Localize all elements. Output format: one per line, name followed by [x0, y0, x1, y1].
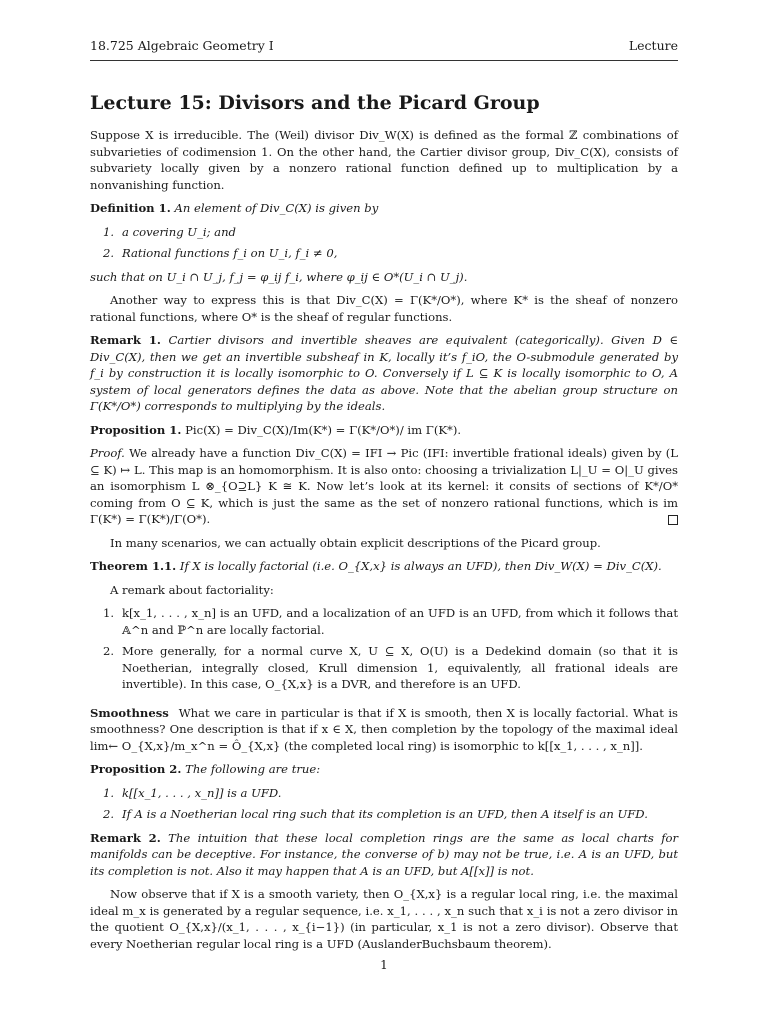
proof-block — [90, 445, 678, 528]
course-title: 18.725 Algebraic Geometry I — [90, 38, 274, 53]
final-paragraph: Now observe that if X is a smooth variety, then O_{X,x} is a regular local ring, i.e. the maximal ideal m_x is generated by a regular sequence, i.e. x_1, . . . , x_n such that x_i is not a zero divisor in the quotient O_{X,x}/(x_1, . . . , x_{i−1}) (in particular, x_1 is not a zero divisor). Observe that every Noetherian regular local ring is a UFD (AuslanderBuchsbaum theorem). — [90, 887, 678, 951]
smoothness-text: What we care in particular is that if X is smooth, then X is locally factorial. What is smoothness? One description is that if x ∈ X, then completion by the topology of the maximal ideal lim← O_{X,x}/m_x^n = Ô_{X,x} (the completed local ring) is isomorphic to k[[x_1, . . . , x_n]]. — [90, 705, 678, 753]
theorem-block — [90, 558, 678, 575]
remark-2-text: The intuition that these local completion rings are the same as local charts for manifolds can be deceptive. For instance, the converse of b) may not be true, i.e. A is an UFD, but its completion is not. Also it may happen that A is an UFD, but A[[x]] is not. — [90, 830, 679, 878]
running-header — [90, 38, 678, 61]
factoriality-intro: A remark about factoriality: — [110, 582, 274, 597]
remark-2-label: Remark 2. — [90, 830, 161, 845]
list-item: 1. k[[x_1, . . . , x_n]] is a UFD. — [102, 785, 282, 800]
proposition-2-label: Proposition 2. — [90, 762, 182, 776]
theorem-text: If X is locally factorial (i.e. O_{X,x} is always an UFD), then Div_W(X) = Div_C(X). — [179, 559, 662, 573]
definition-list — [90, 224, 678, 262]
remark-1-text: Cartier divisors and invertible sheaves are equivalent (categorically). Given D ∈ Div_C(X), then we get an invertible subsheaf in K, locally it’s f_iO, the O-submodule generated by f_i by construction it is locally isomorphic to O. Conversely if L ⊆ K is locally isomorphic to O, A system of local generators defines the data as above. Note that the abelian group structure on Γ(K*/O*) corresponds to multiplying by the ideals. — [90, 333, 678, 413]
definition-block — [90, 200, 678, 217]
definition-label: Definition 1. — [90, 201, 171, 215]
another-way-paragraph: Another way to express this is that Div_C(X) = Γ(K*/O*), where K* is the sheaf of nonzero rational functions, where O* is the sheaf of regular functions. — [90, 293, 678, 324]
theorem-label: Theorem 1.1. — [90, 559, 177, 573]
proposition-2-text: The following are true: — [185, 762, 321, 776]
proposition-1-text: Pic(X) = Div_C(X)/Im(K*) = Γ(K*/O*)/ im Γ(K*). — [185, 422, 462, 437]
remark-1-label: Remark 1. — [90, 333, 161, 347]
lecture-title: Lecture 15: Divisors and the Picard Group — [90, 92, 540, 114]
intro-paragraph: Suppose X is irreducible. The (Weil) divisor Div_W(X) is defined as the formal ℤ combinations of subvarieties of codimension 1. On the other hand, the Cartier divisor group, Div_C(X), consists of subvariety locally given by a nonzero rational function defined up to multiplication by a nonvanishing function. — [90, 128, 678, 192]
proposition-1 — [90, 422, 678, 439]
proof-label: Proof. — [90, 446, 125, 460]
list-item: 2. Rational functions f_i on U_i, f_i ≠ 0, — [102, 246, 338, 260]
qed-box-icon — [668, 515, 678, 525]
smoothness-heading: Smoothness — [90, 705, 169, 720]
list-item: 2. More generally, for a normal curve X, U ⊆ X, O(U) is a Dedekind domain (so that it is Noetherian, integrally closed, Krull dimension 1, equivalently, all frational ideals are invertible). In this case, O_{X,x} is a DVR, and therefore is an UFD. — [102, 644, 678, 691]
list-item: 1. a covering U_i; and — [102, 224, 236, 239]
list-item: 1. k[x_1, . . . , x_n] is an UFD, and a localization of an UFD is an UFD, from which it follows that 𝔸^n and ℙ^n are locally factorial. — [102, 606, 678, 637]
scenarios-paragraph: In many scenarios, we can actually obtain explicit descriptions of the Picard group. — [110, 535, 601, 550]
factoriality-list — [90, 605, 678, 693]
smoothness-paragraph — [90, 705, 678, 755]
definition-tail: such that on U_i ∩ U_j, f_j = φ_ij f_i, where φ_ij ∈ O*(U_i ∩ U_j). — [90, 269, 468, 284]
remark-2 — [90, 830, 678, 880]
list-item: 2. If A is a Noetherian local ring such that its completion is an UFD, then A itself is an UFD. — [102, 807, 648, 821]
proposition-1-label: Proposition 1. — [90, 422, 182, 437]
proposition-2-list — [90, 785, 678, 823]
proposition-2 — [90, 761, 678, 778]
proof-text: We already have a function Div_C(X) = IFI → Pic (IFI: invertible frational ideals) given by (L ⊆ K) ↦ L. This map is an homomorphism. It is also onto: choosing a trivialization L|_U = O|_U gives an isomorphism L ⊗_{O⊇L} K ≅ K. Now let’s look at its kernel: it consits of sections of K*/O* coming from O ⊆ K, which is just the same as the set of nonzero rational functions, which is im Γ(K*) = Γ(K*)/Γ(O*). — [90, 446, 678, 526]
definition-text: An element of Div_C(X) is given by — [174, 201, 379, 215]
remark-1 — [90, 332, 678, 415]
page-number: 1 — [380, 958, 388, 972]
header-type: Lecture — [628, 38, 678, 53]
